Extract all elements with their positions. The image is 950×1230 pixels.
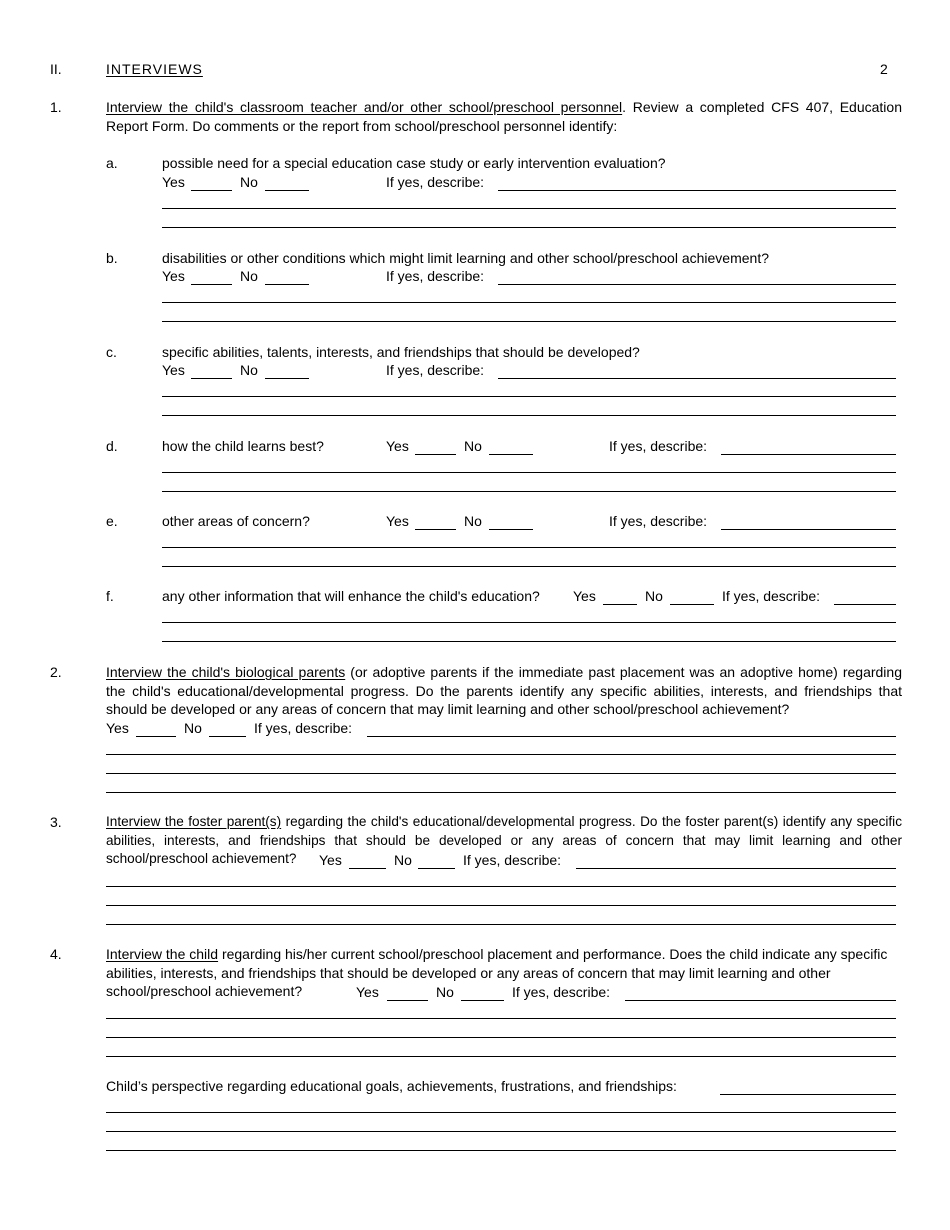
answer-line[interactable] [162,302,896,303]
sub-question: possible need for a special education case study or early intervention evaluation? [162,155,666,171]
answer-line[interactable] [106,1037,896,1038]
answer-line[interactable] [106,1131,896,1132]
child-perspective-label: Child’s perspective regarding educational goals, achievements, frustrations, and friendships: [106,1078,677,1094]
no-label: No [464,513,482,529]
yes-label: Yes [386,438,409,454]
no-blank[interactable] [489,529,533,530]
sub-question: any other information that will enhance the child's education? [162,588,540,604]
describe-label: If yes, describe: [722,588,821,604]
yes-blank[interactable] [603,604,637,605]
item-number: 1. [50,99,62,115]
no-blank[interactable] [209,736,246,737]
item4-rest: regarding his/her current school/preschool placement and performance. Does the child indicate any specific abilities, interests, and friendships that should be developed or any areas of concern that may limit learning and other school/preschool achievement? [106,946,888,1000]
answer-line[interactable] [162,227,896,228]
describe-label: If yes, describe: [254,720,353,736]
item1-instruction [106,98,902,135]
describe-line[interactable] [498,190,896,191]
yes-label: Yes [162,174,185,190]
answer-line[interactable] [106,792,896,793]
no-label: No [394,852,412,868]
describe-line[interactable] [367,736,896,737]
sub-question: disabilities or other conditions which might limit learning and other school/preschool achievement? [162,250,769,266]
describe-line[interactable] [834,604,896,605]
answer-line[interactable] [106,905,896,906]
answer-line[interactable] [162,472,896,473]
item4-lead: Interview the child [106,946,219,962]
yes-blank[interactable] [415,529,456,530]
sub-letter: b. [106,250,118,266]
no-label: No [240,268,258,284]
yes-blank[interactable] [191,284,232,285]
yes-label: Yes [162,362,185,378]
page-number: 2 [880,61,888,77]
sub-letter: f. [106,588,114,604]
describe-line[interactable] [625,1000,896,1001]
answer-line[interactable] [106,773,896,774]
describe-line[interactable] [498,378,896,379]
yes-label: Yes [356,984,379,1000]
answer-line[interactable] [162,208,896,209]
item2-rest: (or adoptive parents if the immediate past placement was an adoptive home) regarding the child's educational/developmental progress. Do the parents identify any specific abilities, interests, and friendships that should be developed or any areas of concern that may limit learning and other school/preschool achievement? [106,664,902,718]
answer-line[interactable] [162,491,896,492]
sub-question: how the child learns best? [162,438,324,454]
describe-line[interactable] [721,529,896,530]
no-label: No [436,984,454,1000]
describe-label: If yes, describe: [386,174,485,190]
section-number: II. [50,61,62,77]
answer-line[interactable] [162,321,896,322]
yes-blank[interactable] [191,378,232,379]
no-label: No [240,174,258,190]
answer-line[interactable] [162,566,896,567]
answer-line[interactable] [106,1150,896,1151]
sub-letter: e. [106,513,118,529]
item-number: 4. [50,946,62,962]
section-title: INTERVIEWS [106,61,203,77]
yes-blank[interactable] [191,190,232,191]
no-blank[interactable] [265,284,309,285]
describe-label: If yes, describe: [463,852,562,868]
item1-rest: . Review a completed CFS 407, Education Report Form. Do comments or the report from school/preschool personnel identify: [106,99,902,134]
no-label: No [240,362,258,378]
answer-line[interactable] [106,754,896,755]
no-blank[interactable] [670,604,714,605]
describe-label: If yes, describe: [512,984,611,1000]
answer-line[interactable] [162,622,896,623]
no-label: No [184,720,202,736]
yes-blank[interactable] [136,736,176,737]
no-blank[interactable] [265,190,309,191]
perspective-line[interactable] [720,1094,896,1095]
no-blank[interactable] [265,378,309,379]
yes-label: Yes [386,513,409,529]
sub-question: other areas of concern? [162,513,310,529]
answer-line[interactable] [162,641,896,642]
describe-line[interactable] [498,284,896,285]
item3-rest: regarding the child's educational/developmental progress. Do the foster parent(s) identify any specific abilities, interests, and friendships that should be developed or any areas of concern that may limit learning and other school/preschool achievement? [106,814,902,867]
yes-label: Yes [106,720,129,736]
yes-label: Yes [162,268,185,284]
answer-line[interactable] [162,547,896,548]
no-blank[interactable] [489,454,533,455]
describe-label: If yes, describe: [386,362,485,378]
describe-line[interactable] [576,868,896,869]
no-blank[interactable] [418,868,455,869]
yes-label: Yes [573,588,596,604]
answer-line[interactable] [106,1018,896,1019]
answer-line[interactable] [162,396,896,397]
yes-blank[interactable] [415,454,456,455]
describe-label: If yes, describe: [609,513,708,529]
sub-letter: d. [106,438,118,454]
item-number: 2. [50,664,62,680]
answer-line[interactable] [106,1112,896,1113]
answer-line[interactable] [106,1056,896,1057]
sub-letter: c. [106,344,117,360]
yes-blank[interactable] [349,868,386,869]
answer-line[interactable] [106,886,896,887]
item2-lead: Interview the child's biological parents [106,664,346,680]
item1-lead: Interview the child's classroom teacher and/or other school/preschool personnel [106,99,623,115]
no-label: No [645,588,663,604]
sub-question: specific abilities, talents, interests, and friendships that should be developed? [162,344,640,360]
item3-lead: Interview the foster parent(s) [106,814,282,829]
no-label: No [464,438,482,454]
answer-line[interactable] [162,415,896,416]
describe-label: If yes, describe: [386,268,485,284]
yes-label: Yes [319,852,342,868]
describe-label: If yes, describe: [609,438,708,454]
item4-instruction [106,945,896,1001]
item-number: 3. [50,814,62,830]
sub-letter: a. [106,155,118,171]
yes-blank[interactable] [387,1000,428,1001]
describe-line[interactable] [721,454,896,455]
no-blank[interactable] [461,1000,504,1001]
item2-instruction [106,663,902,719]
answer-line[interactable] [106,924,896,925]
